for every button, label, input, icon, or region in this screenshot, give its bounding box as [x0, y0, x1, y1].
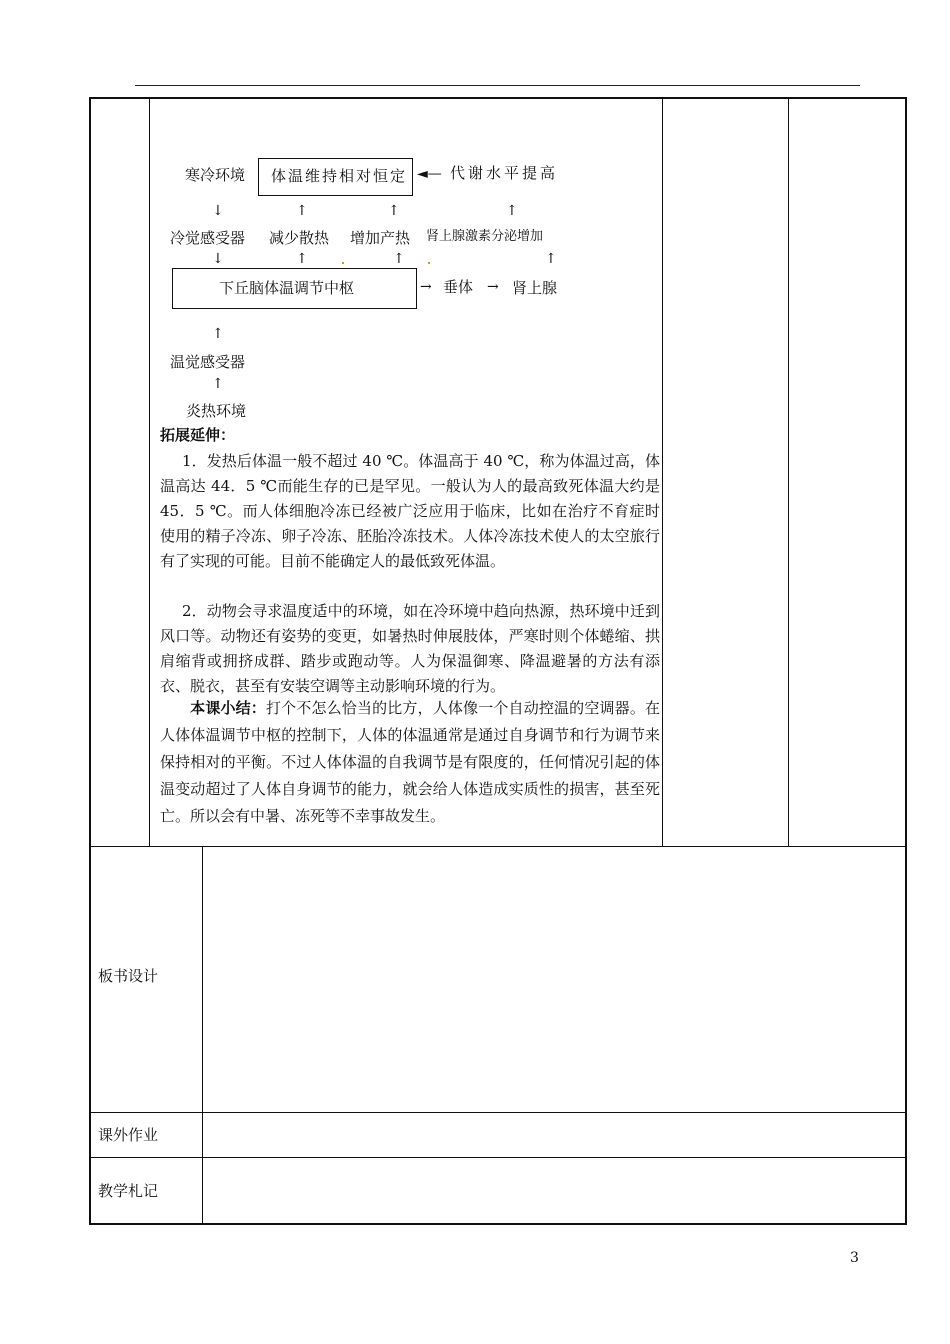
arrow-up-icon: ↑ — [393, 251, 405, 267]
hot-environment: 炎热环境 — [186, 402, 247, 420]
col-divider-1 — [149, 97, 150, 846]
row-divider-3 — [89, 1157, 907, 1158]
pituitary-label: 垂体 — [443, 278, 474, 296]
page-number: 3 — [850, 1250, 859, 1266]
header-rule — [135, 85, 860, 86]
warm-receptor: 温觉感受器 — [170, 353, 246, 371]
board-design-label: 板书设计 — [98, 967, 159, 985]
col-divider-3 — [788, 97, 789, 846]
col-divider-2 — [662, 97, 663, 846]
arrow-down-icon: ↓ — [212, 251, 224, 267]
arrow-up-icon: ↑ — [388, 203, 400, 219]
extension-paragraph-1 — [160, 449, 660, 599]
marker-dot — [342, 262, 344, 264]
teaching-notes-label: 教学札记 — [98, 1182, 159, 1200]
metabolism-label: 代谢水平提高 — [450, 164, 559, 182]
increase-heat: 增加产热 — [350, 229, 411, 247]
extension-paragraph-2-text: 2．动物会寻求温度适中的环境，如在冷环境中趋向热源，热环境中迁到风口等。动物还有姿势的变更，如暑热时伸展肢体，严寒时则个体蜷缩、拱肩缩背或拥挤成群、踏步或跑动等。人为保温御寒、降温避暑的方法有添衣、脱衣，甚至有安装空调等主动影响环境的行为。 — [160, 602, 660, 695]
summary-label: 本课小结： — [190, 699, 266, 717]
extension-paragraph-2 — [160, 599, 660, 699]
lesson-summary — [160, 695, 660, 830]
adrenaline-secretion: 肾上腺激素分泌增加 — [426, 229, 544, 244]
summary-text: 打个不怎么恰当的比方，人体像一个自动控温的空调器。在人体体温调节中枢的控制下，人体的体温通常是通过自身调节和行为调节来保持相对的平衡。不过人体体温的自我调节是有限度的，任何情况引起的体温变动超过了人体自身调节的能力，就会给人体造成实质性的损害，甚至死亡。所以会有中暑、冻死等不幸事故发生。 — [160, 699, 660, 825]
row-divider-1 — [89, 846, 907, 847]
extension-heading: 拓展延伸： — [160, 426, 236, 444]
arrow-left-icon: ◄— — [417, 166, 442, 182]
hypothalamus-box-label: 下丘脑体温调节中枢 — [219, 279, 355, 297]
extension-paragraph-1-text: 1．发热后体温一般不超过 40 ℃。体温高于 40 ℃，称为体温过高，体温高达 44．5 ℃而能生存的已是罕见。一般认为人的最高致死体温大约是 45．5 ℃。而人体细胞冷冻已经被广泛应用于临床，比如在治疗不育症时使用的精子冷冻、卵子冷冻、胚胎冷冻技术。人体冷冻技术使人的太空旅行有了实现的可能。目前不能确定人的最低致死体温。 — [160, 452, 660, 570]
cold-environment: 寒冷环境 — [185, 166, 246, 184]
reduce-heat-loss: 减少散热 — [269, 229, 330, 247]
arrow-up-icon: ↑ — [296, 251, 308, 267]
row-divider-2 — [89, 1112, 907, 1113]
cold-receptor: 冷觉感受器 — [170, 229, 246, 247]
col-divider-lower — [202, 846, 203, 1225]
body-temp-box — [258, 158, 413, 196]
adrenal-label: 肾上腺 — [512, 279, 558, 297]
homework-label: 课外作业 — [98, 1126, 159, 1144]
body-temp-box-label: 体温维持相对恒定 — [271, 167, 408, 185]
arrow-up-icon: ↑ — [506, 203, 518, 219]
arrow-up-icon: ↑ — [212, 326, 224, 342]
arrow-up-icon: ↑ — [545, 251, 557, 267]
arrow-up-icon: ↑ — [212, 376, 224, 392]
arrow-up-icon: ↑ — [296, 203, 308, 219]
marker-dot — [428, 262, 430, 264]
hypothalamus-box — [172, 268, 417, 309]
arrow-right-icon: → — [487, 279, 499, 295]
arrow-down-icon: ↓ — [212, 203, 224, 219]
arrow-right-icon: → — [420, 279, 432, 295]
